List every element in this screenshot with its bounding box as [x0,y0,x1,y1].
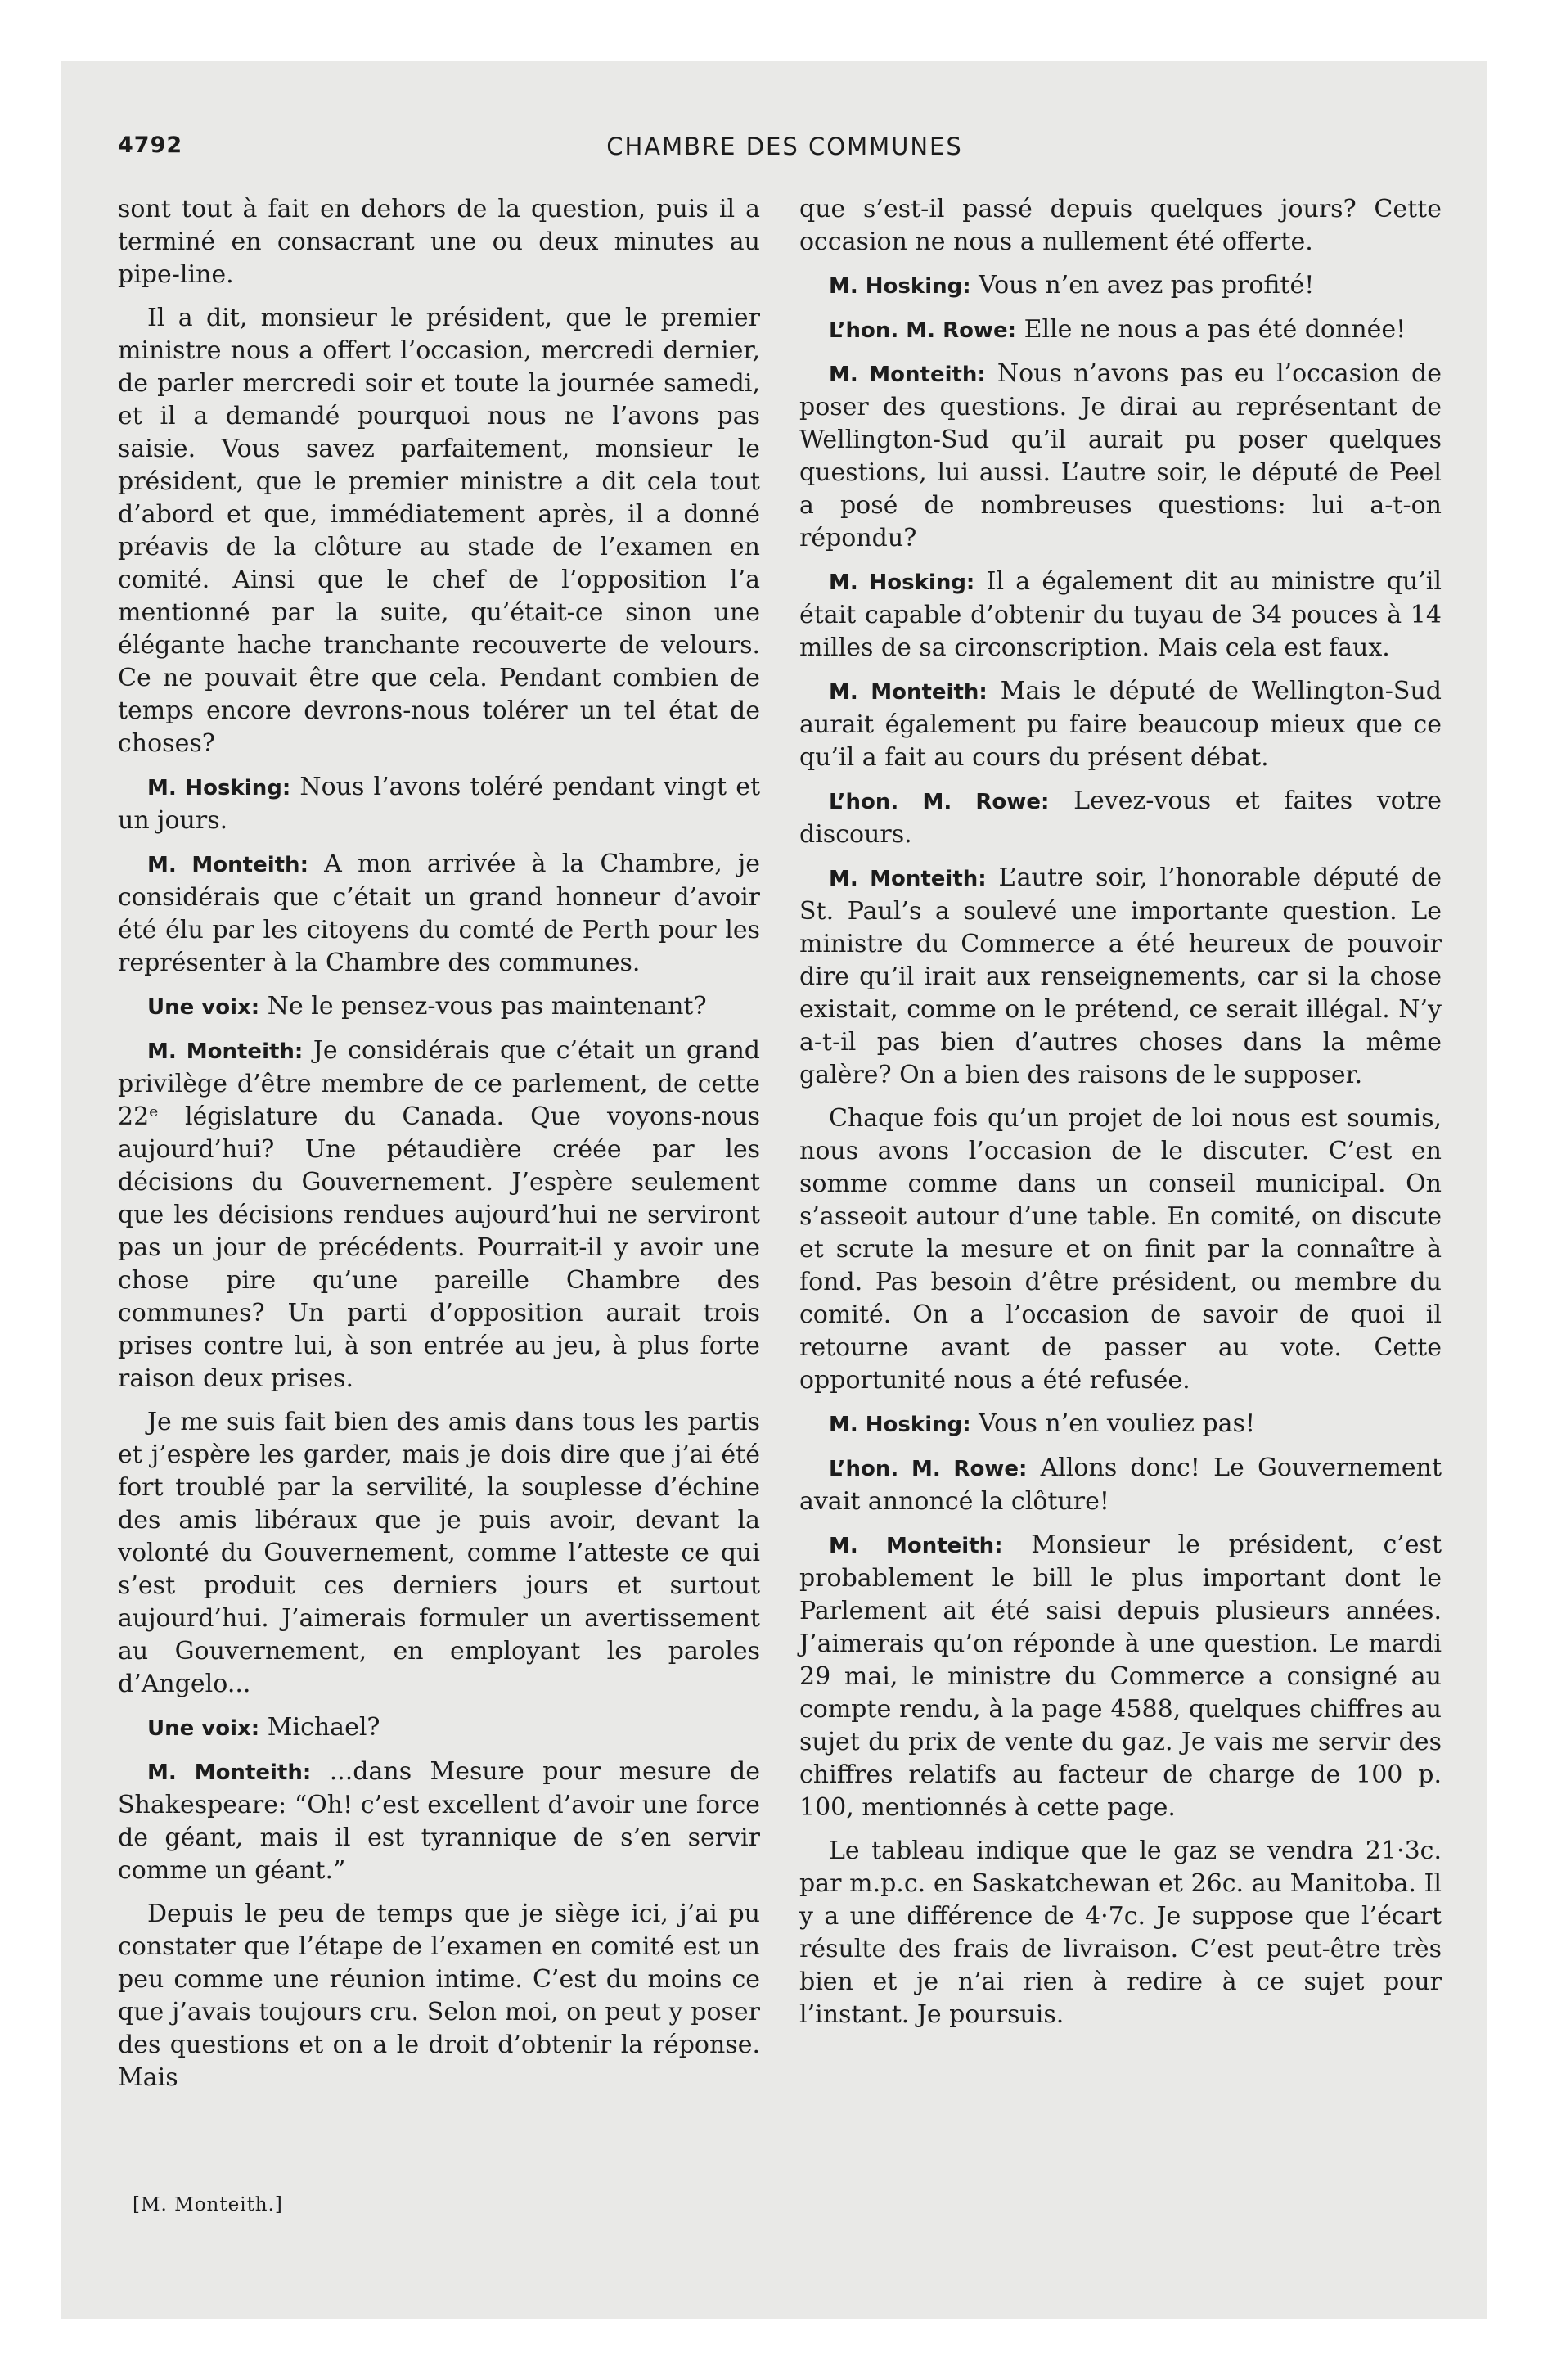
page-header [118,133,1451,169]
speech-paragraph [799,1408,1442,1441]
paragraph [118,1898,760,2094]
speaker-name: L’hon. M. Rowe: [829,318,1017,343]
speech-paragraph [799,1529,1442,1824]
speech-paragraph [799,862,1442,1092]
speaker-name: M. Monteith: [829,363,986,387]
speech-paragraph [118,990,760,1024]
footer-speaker-label: [M. Monteith.] [133,2194,283,2215]
speech-paragraph [799,675,1442,774]
paragraph-text: que s’est-il passé depuis quelques jours? Cette occasion ne nous a nullement été offerte. [799,195,1442,256]
speaker-name: M. Monteith: [829,867,987,891]
paragraph [799,1102,1442,1397]
paragraph-text: Je me suis fait bien des amis dans tous les partis et j’espère les garder, mais je dois dire que j’ai été fort troublé par la servilité, la souplesse d’échine des amis libéraux que je puis avoir, devant la volonté du Gouvernement, comme l’atteste ce qui s’est produit ces derniers jours et surtout aujourd’hui. J’aimerais formuler un avertissement au Gouvernement, en employant les paroles d’Angelo... [118,1408,760,1698]
speaker-name: M. Hosking: [829,1413,971,1437]
speaker-name: M. Monteith: [147,853,308,877]
speech-paragraph [118,771,760,837]
paragraph-text: Elle ne nous a pas été donnée! [1024,315,1406,344]
speech-paragraph [799,566,1442,665]
speaker-name: M. Hosking: [829,570,975,595]
speaker-name: M. Hosking: [829,274,971,299]
paragraph-text: sont tout à fait en dehors de la question, puis il a terminé en consacrant une ou deux minutes au pipe-line. [118,195,760,289]
running-head: CHAMBRE DES COMMUNES [606,133,963,160]
paragraph-text: Nous l’avons toléré pendant vingt et un jours. [118,773,760,835]
speech-paragraph [118,848,760,980]
speaker-name: M. Monteith: [829,680,988,705]
paragraph-text: Le tableau indique que le gaz se vendra 21·3c. par m.p.c. en Saskatchewan et 26c. au Manitoba. Il y a une différence de 4·7c. Je suppose que l’écart résulte des frais de livraison. C’est peut-être très bien et je n’ai rien à redire à ce sujet pour l’instant. Je poursuis. [799,1837,1442,2029]
left-column [118,193,760,2105]
paragraph-text: Monsieur le président, c’est probablement le bill le plus important dont le Parlement ait été saisi depuis plusieurs années. J’aimerais qu’on réponde à une question. Le mardi 29 mai, le ministre du Commerce a consigné au compte rendu, à la page 4588, quelques chiffres au sujet du prix de vente du gaz. Je vais me servir des chiffres relatifs au facteur de charge de 100 p. 100, mentionnés à cette page. [799,1530,1442,1822]
paragraph-text: Mais le député de Wellington-Sud aurait également pu faire beaucoup mieux que ce qu’il a fait au cours du présent débat. [799,677,1442,772]
speech-paragraph [799,269,1442,303]
paragraph-text: Je considérais que c’était un grand privilège d’être membre de ce parlement, de cette 22ᵉ législature du Canada. Que voyons-nous aujourd’hui? Une pétaudière créée par les décisions du Gouvernement. J’espère seulement que les décisions rendues aujourd’hui ne serviront pas un jour de précédents. Pourrait-il y avoir une chose pire qu’une pareille Chambre des communes? Un parti d’opposition aurait trois prises contre lui, à son entrée au jeu, à plus forte raison deux prises. [118,1036,760,1393]
paragraph [118,1406,760,1701]
paragraph-text: Chaque fois qu’un projet de loi nous est soumis, nous avons l’occasion de le discuter. C’est en somme comme dans un conseil municipal. On s’asseoit autour d’une table. En comité, on discute et scrute la mesure et on finit par la connaître à fond. Pas besoin d’être président, ou membre du comité. On a l’occasion de savoir de quoi il retourne avant de passer au vote. Cette opportunité nous a été refusée. [799,1104,1442,1395]
speaker-name: M. Monteith: [147,1039,304,1064]
paragraph-text: Vous n’en avez pas profité! [979,271,1315,300]
speaker-name: Une voix: [147,995,260,1020]
paragraph [118,193,760,291]
page-number: 4792 [118,133,183,158]
paragraph [799,1835,1442,2031]
speaker-name: M. Monteith: [147,1760,312,1785]
speech-paragraph [799,785,1442,851]
paragraph [799,193,1442,259]
paragraph [118,302,760,760]
speaker-name: L’hon. M. Rowe: [829,790,1050,814]
speech-paragraph [799,358,1442,555]
paragraph-text: Nous n’avons pas eu l’occasion de poser des questions. Je dirai au représentant de Wellington-Sud qu’il aurait pu poser quelques questions, lui aussi. L’autre soir, le député de Peel a posé de nombreuses questions: lui a-t-on répondu? [799,359,1442,552]
paragraph-text: Il a également dit au ministre qu’il était capable d’obtenir du tuyau de 34 pouces à 14 milles de sa circonscription. Mais cela est faux. [799,567,1442,662]
paragraph-text: Depuis le peu de temps que je siège ici, j’ai pu constater que l’étape de l’examen en comité est un peu comme une réunion intime. C’est du moins ce que j’avais toujours cru. Selon moi, on peut y poser des questions et on a le droit d’obtenir la réponse. Mais [118,1900,760,2092]
paragraph-text: A mon arrivée à la Chambre, je considérais que c’était un grand honneur d’avoir été élu par les citoyens du comté de Perth pour les représenter à la Chambre des communes. [118,850,760,977]
paragraph-text: Vous n’en vouliez pas! [979,1409,1256,1438]
right-column [799,193,1442,2042]
paragraph-text: Ne le pensez-vous pas maintenant? [267,992,707,1021]
speaker-name: L’hon. M. Rowe: [829,1457,1028,1481]
speech-paragraph [799,313,1442,347]
speech-paragraph [118,1034,760,1395]
speech-paragraph [799,1452,1442,1518]
speaker-name: Une voix: [147,1716,260,1741]
paragraph-text: ...dans Mesure pour mesure de Shakespeare: “Oh! c’est excellent d’avoir une force de géant, mais il est tyrannique de s’en servir comme un géant.” [118,1757,760,1885]
paragraph-text: Allons donc! Le Gouvernement avait annoncé la clôture! [799,1454,1442,1516]
speech-paragraph [118,1711,760,1745]
paragraph-text: Michael? [267,1713,380,1742]
paragraph-text: Levez-vous et faites votre discours. [799,787,1442,849]
speech-paragraph [118,1756,760,1887]
speaker-name: M. Hosking: [147,776,291,800]
speaker-name: M. Monteith: [829,1534,1003,1558]
paragraph-text: L’autre soir, l’honorable député de St. Paul’s a soulevé une importante question. Le ministre du Commerce a été heureux de pouvoir dire qu’il irait aux renseignements, car si la chose existait, comme on le prétend, ce serait illégal. N’y a-t-il pas bien d’autres choses dans la même galère? On a bien des raisons de le supposer. [799,863,1442,1089]
paragraph-text: Il a dit, monsieur le président, que le premier ministre nous a offert l’occasion, mercredi dernier, de parler mercredi soir et toute la journée samedi, et il a demandé pourquoi nous ne l’avons pas saisie. Vous savez parfaitement, monsieur le président, que le premier ministre a dit cela tout d’abord et que, immédiatement après, il a donné préavis de la clôture au stade de l’examen en comité. Ainsi que le chef de l’opposition l’a mentionné par la suite, qu’était-ce sinon une élégante hache tranchante recouverte de velours. Ce ne pouvait être que cela. Pendant combien de temps encore devrons-nous tolérer un tel état de choses? [118,304,760,758]
